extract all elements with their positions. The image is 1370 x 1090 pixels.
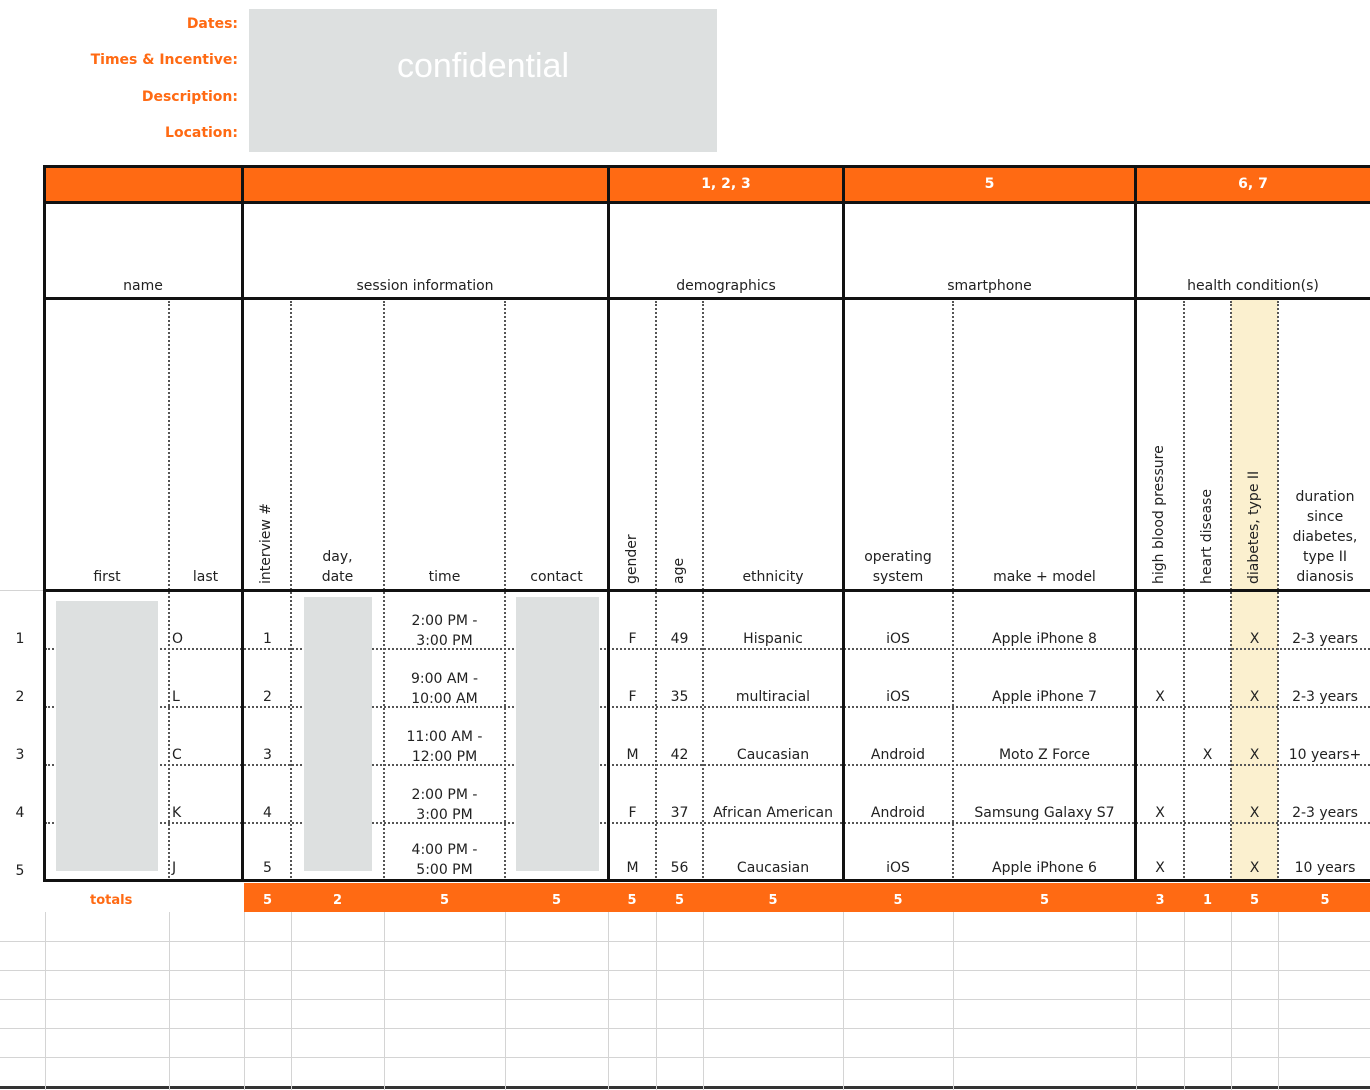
total-heart: 1 (1202, 893, 1213, 908)
col-header-interview: interview # (258, 502, 274, 584)
cell-interview: 2 (263, 689, 272, 705)
cell-time: 11:00 AM - 12:00 PM (406, 729, 483, 765)
cell-last: K (172, 805, 182, 821)
cell-make-model: Samsung Galaxy S7 (974, 805, 1115, 821)
col-header-contact: contact (530, 569, 583, 585)
cell-interview: 5 (263, 860, 272, 876)
total-age: 5 (674, 893, 685, 908)
cell-hbp: X (1155, 860, 1165, 876)
cell-diabetes: X (1249, 747, 1260, 763)
cell-duration: 2-3 years (1292, 805, 1358, 821)
col-header-gender: gender (624, 534, 640, 584)
cell-last: J (172, 860, 177, 876)
total-contact: 5 (551, 893, 562, 908)
total-ethnicity: 5 (768, 893, 778, 908)
group-health-conditions: health condition(s) (1187, 278, 1319, 294)
location-label: Location: (165, 125, 238, 141)
col-header-day-date: day, date (321, 549, 354, 585)
cell-os: iOS (886, 689, 910, 705)
cell-make-model: Apple iPhone 6 (992, 860, 1097, 876)
cell-interview: 3 (263, 747, 272, 763)
group-name: name (123, 278, 163, 294)
confidential-text: confidential (396, 47, 569, 85)
col-header-last: last (192, 569, 219, 585)
col-header-operating-system: operating system (864, 549, 932, 585)
group-number-demographics: 1, 2, 3 (701, 176, 751, 192)
cell-duration: 2-3 years (1292, 689, 1358, 705)
cell-ethnicity: multiracial (735, 689, 811, 705)
cell-duration: 10 years (1294, 860, 1356, 876)
col-header-ethnicity: ethnicity (742, 569, 804, 585)
cell-time: 2:00 PM - 3:00 PM (411, 787, 478, 823)
col-header-heart-disease: heart disease (1199, 489, 1215, 584)
cell-last: O (172, 631, 184, 647)
group-demographics: demographics (676, 278, 776, 294)
col-header-duration: duration since diabetes, type II dianosis (1292, 489, 1358, 585)
cell-time: 4:00 PM - 5:00 PM (411, 842, 478, 878)
cell-hbp: X (1155, 689, 1165, 705)
cell-time: 9:00 AM - 10:00 AM (410, 671, 479, 707)
cell-ethnicity: African American (713, 805, 833, 821)
redacted-dates (304, 597, 372, 871)
col-header-first: first (93, 569, 121, 585)
cell-duration: 2-3 years (1292, 631, 1358, 647)
cell-ethnicity: Hispanic (743, 631, 803, 647)
confidential-block (249, 9, 717, 152)
redacted-contacts (516, 597, 599, 871)
col-header-age: age (671, 557, 687, 584)
cell-age: 35 (670, 689, 689, 705)
total-duration: 5 (1320, 893, 1330, 908)
cell-os: iOS (886, 860, 910, 876)
cell-os: Android (870, 747, 926, 763)
cell-diabetes: X (1249, 631, 1260, 647)
cell-age: 56 (670, 860, 689, 876)
cell-make-model: Apple iPhone 8 (992, 631, 1097, 647)
cell-interview: 1 (263, 631, 272, 647)
group-number-smartphone: 5 (984, 176, 995, 192)
group-smartphone: smartphone (947, 278, 1032, 294)
redacted-first-names (56, 601, 158, 871)
total-time: 5 (439, 893, 450, 908)
total-diabetes: 5 (1249, 893, 1260, 908)
cell-diabetes: X (1249, 805, 1260, 821)
cell-age: 37 (670, 805, 689, 821)
cell-ethnicity: Caucasian (736, 747, 810, 763)
cell-gender: F (628, 689, 637, 705)
cell-last: C (172, 747, 182, 763)
row-number: 3 (15, 747, 25, 763)
cell-gender: F (628, 631, 637, 647)
cell-gender: M (626, 860, 639, 876)
total-day-date: 2 (332, 893, 343, 908)
cell-gender: F (628, 805, 637, 821)
dates-label: Dates: (186, 16, 238, 32)
row-number: 1 (15, 631, 25, 647)
row-number: 5 (15, 863, 25, 879)
cell-age: 49 (670, 631, 689, 647)
description-label: Description: (141, 89, 238, 105)
total-hbp: 3 (1155, 893, 1165, 908)
total-gender: 5 (627, 893, 637, 908)
total-make-model: 5 (1039, 893, 1050, 908)
cell-diabetes: X (1249, 689, 1260, 705)
col-header-time: time (428, 569, 461, 585)
cell-diabetes: X (1249, 860, 1260, 876)
cell-ethnicity: Caucasian (736, 860, 810, 876)
col-header-diabetes-type-ii: diabetes, type II (1246, 470, 1262, 584)
total-os: 5 (893, 893, 903, 908)
totals-label: totals (90, 893, 133, 908)
cell-hbp: X (1155, 805, 1165, 821)
cell-make-model: Moto Z Force (998, 747, 1091, 763)
cell-duration: 10 years+ (1288, 747, 1362, 763)
cell-os: Android (870, 805, 926, 821)
cell-gender: M (626, 747, 639, 763)
cell-interview: 4 (263, 805, 272, 821)
row-number: 4 (15, 805, 25, 821)
cell-heart: X (1202, 747, 1213, 763)
col-header-high-blood-pressure: high blood pressure (1151, 445, 1167, 584)
cell-last: L (172, 689, 180, 705)
group-session-information: session information (356, 278, 494, 294)
cell-os: iOS (886, 631, 910, 647)
cell-make-model: Apple iPhone 7 (992, 689, 1097, 705)
row-number: 2 (15, 689, 25, 705)
col-header-make-model: make + model (993, 569, 1096, 585)
cell-age: 42 (670, 747, 689, 763)
cell-time: 2:00 PM - 3:00 PM (411, 613, 478, 649)
times-incentive-label: Times & Incentive: (90, 52, 238, 68)
group-number-health: 6, 7 (1238, 176, 1268, 192)
total-interview: 5 (262, 893, 273, 908)
